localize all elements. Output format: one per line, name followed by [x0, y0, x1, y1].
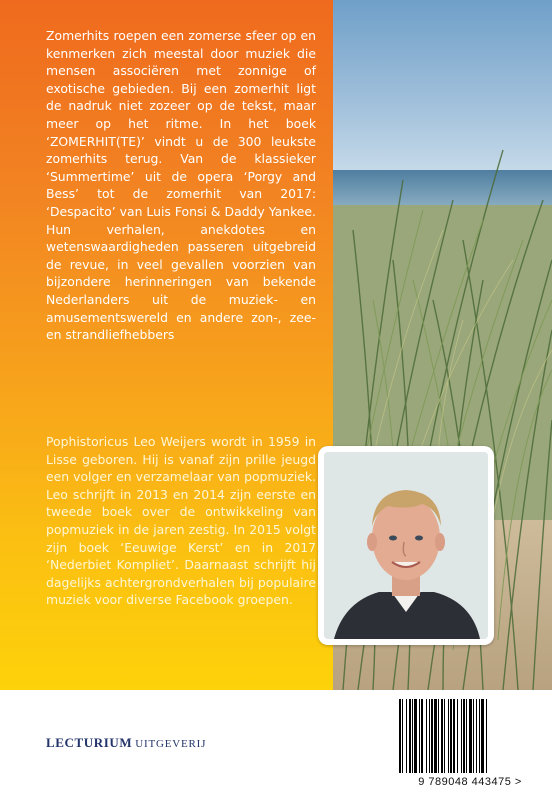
publisher-name: LECTURIUM: [46, 735, 133, 750]
book-description: Zomerhits roepen een zomerse sfeer op en kenmerken zich meestal door muziek die mensen associëren met zonnige of exotische gebieden. Bij een zomerhit ligt de nadruk niet zozeer op de tekst, maar meer op het ritme. In het boek ‘ZOMERHIT(TE)’ vindt u de 300 leukste zomerhits terug. Van de klassieker ‘Summertime’ uit de opera ‘Porgy and Bess’ tot de zomerhit van 2017: ‘Despacito’ van Luis Fonsi & Daddy Yankee. Hun verhalen, anekdotes en wetenswaardigheden passeren uitgebreid de revue, in veel gevallen voorzien van bijzondere herinneringen van bekende Nederlanders uit de muziek- en amusementswereld en andere zon-, zee- en strandliefhebbers: [46, 28, 316, 343]
author-photo-frame: [318, 446, 494, 645]
barcode-bars: [391, 697, 549, 775]
author-bio: Pophistoricus Leo Weijers wordt in 1959 in Lisse geboren. Hij is vanaf zijn prille jeugd een volger en verzamelaar van popmuziek. Leo schrijft in 2013 en 2014 zijn eerste en tweede boek over de ontwikkeling van popmuziek in de jaren zestig. In 2015 volgt zijn boek ‘Eeuwige Kerst’ en in 2017 ‘Nederbiet Kompliet’. Daarnaast schrijft hij dagelijks achtergrondverhalen bij populaire muziek voor diverse Facebook groepen.: [46, 434, 316, 608]
publisher-logo: [46, 735, 206, 751]
publisher-subtitle: UITGEVERIJ: [135, 738, 207, 750]
isbn-number: 9 789048 443475 >: [418, 776, 522, 788]
author-photo: [324, 452, 488, 639]
isbn-barcode: [391, 697, 549, 795]
